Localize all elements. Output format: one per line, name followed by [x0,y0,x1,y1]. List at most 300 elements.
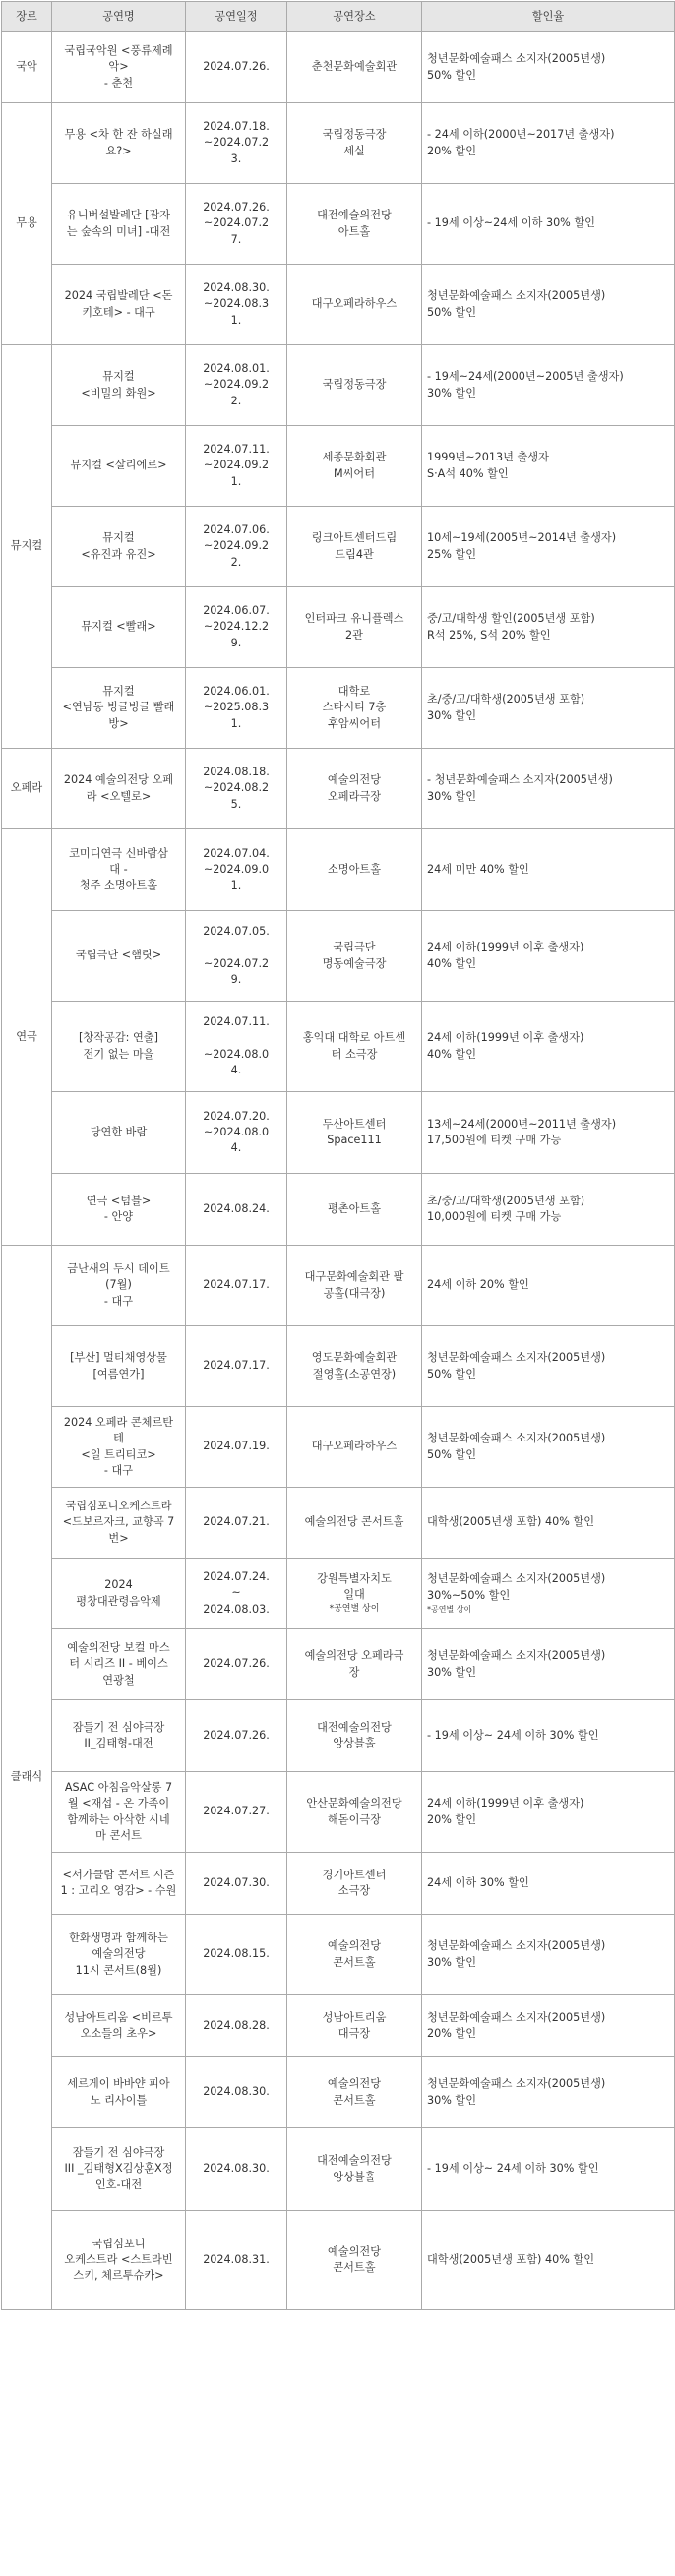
date-cell-line: ~2024.08.2 [203,781,270,795]
venue-cell-line: 스타시티 7층 [322,701,387,714]
title-cell [52,32,186,103]
venue-cell-line: 콘서트홀 [333,2093,376,2107]
discount-cell [422,1915,675,1995]
venue-cell-line: 공홀(대극장) [323,1286,386,1300]
discount-cell-line: 20% 할인 [427,1812,477,1826]
venue-cell-line: 오페라극장 [327,789,382,803]
venue-cell-line: 터 소극장 [331,1047,378,1061]
venue-cell [287,103,422,184]
venue-cell-line: *공연별 상이 [329,1604,380,1615]
venue-cell [287,1002,422,1092]
title-cell [52,911,186,1002]
date-cell [186,1915,287,1995]
venue-cell-line: 링크아트센터드림 [311,531,398,545]
title-cell [52,1407,186,1488]
title-cell [52,1853,186,1915]
title-cell-line: - 대구 [103,1294,134,1308]
venue-cell-line: 앙상블홀 [333,1737,376,1749]
date-cell [186,1092,287,1174]
venue-cell-line: 대구오페라하우스 [311,1440,398,1453]
venue-cell-line: 드림4관 [335,547,374,561]
venue-cell [287,1246,422,1326]
title-cell [52,184,186,265]
table-row [2,911,675,1002]
discount-cell-line: - 19세 이상~ 24세 이하 30% 할인 [427,2162,599,2176]
date-cell-line [191,1030,281,1046]
title-cell-line: 뮤지컬 [102,685,135,699]
venue-cell [287,1559,422,1629]
table-row [2,1629,675,1700]
discount-cell-line: 청년문화예술패스 소지자(2005년생) [427,2077,606,2091]
title-cell-line: 2024 국립발레단 <돈 [64,289,173,303]
discount-cell-line: 청년문화예술패스 소지자(2005년생) [427,2010,606,2024]
venue-cell-line: 명동예술극장 [322,956,387,970]
title-cell [52,2128,186,2211]
title-cell-line: (7월) [105,1278,132,1292]
venue-cell [287,2211,422,2310]
title-cell [52,668,186,749]
date-cell-line: 2024.07.24. [203,1570,270,1584]
date-cell [186,749,287,829]
discount-cell-line: 청년문화예술패스 소지자(2005년생) [427,1432,606,1445]
date-cell-line: ~2024.09.2 [203,539,270,553]
title-cell-line: 오소들의 초우> [80,2027,157,2040]
date-cell-line: 2024.07.26. [203,201,270,215]
title-cell-line: 전기 없는 마을 [83,1047,154,1061]
discount-cell [422,668,675,749]
title-cell-line: 함께하는 아삭한 시네 [67,1812,170,1826]
discount-cell [422,265,675,345]
discount-cell [422,32,675,103]
table-row [2,1559,675,1629]
title-cell-line: 무용 <차 한 잔 하실래 [64,128,173,142]
discount-cell-line: 30% 할인 [427,2093,477,2107]
venue-cell-line: 세종문화회관 [322,451,387,464]
discount-cell [422,587,675,668]
discount-cell [422,1407,675,1488]
date-cell-line: ~2025.08.3 [203,701,270,714]
title-cell-line: <드보르자크, 교향곡 7 [62,1515,175,1529]
date-cell [186,911,287,1002]
date-cell-line: 7. [230,232,242,246]
date-cell-line: 2024.08.18. [203,766,270,779]
title-cell-line: 국립극단 <햄릿> [75,949,162,962]
discount-cell-line: 10,000원에 티켓 구매 가능 [427,1210,562,1223]
date-cell-line: 2024.06.07. [203,604,270,618]
date-cell [186,1853,287,1915]
title-cell-line: III _김태형X김상훈X정 [64,2162,173,2176]
venue-cell-line: 두산아트센터 [322,1117,387,1131]
date-cell-line: 2024.08.15. [203,1947,270,1961]
title-cell-line: 연광철 [102,1673,135,1687]
discount-cell [422,345,675,426]
date-cell-line: 2024.08.30. [203,281,270,295]
title-cell-line: 청주 소명아트홀 [79,879,158,892]
date-cell-line: 2024.07.11. [203,1015,270,1029]
date-cell-line: 1. [230,474,242,488]
discount-cell [422,1488,675,1559]
date-cell-line: ~2024.07.2 [203,956,270,970]
venue-cell [287,184,422,265]
venue-cell-line: 춘천문화예술회관 [311,60,398,74]
discount-cell [422,1700,675,1772]
title-cell-line: 국립심포니 [92,2237,146,2250]
title-cell [52,1700,186,1772]
discount-cell-line: 초/중/고/대학생(2005년생 포함) [427,1194,585,1207]
date-cell [186,1629,287,1700]
discount-cell-line: 청년문화예술패스 소지자(2005년생) [427,289,606,303]
title-cell-line: 뮤지컬 [102,531,135,545]
title-cell-line: 2024 예술의전당 오페 [63,773,174,787]
title-cell-line: <연남동 빙글빙글 빨래 [62,701,175,714]
table-row [2,265,675,345]
venue-cell-line: 대전예술의전당 [317,1720,392,1734]
venue-cell-line: 소명아트홀 [327,862,382,876]
table-row [2,103,675,184]
date-cell-line: 9. [230,636,242,649]
table-row [2,1853,675,1915]
title-cell-line: 2024 [104,1578,133,1592]
date-cell-line: 2024.08.30. [203,2085,270,2099]
venue-cell-line: 예술의전당 [327,2244,382,2258]
title-cell [52,507,186,587]
venue-cell-line: 영도문화예술회관 [311,1351,398,1365]
table-row [2,1246,675,1326]
date-cell-line: ~2024.12.2 [203,620,270,634]
discount-cell [422,103,675,184]
discount-cell-line: 50% 할인 [427,1447,477,1461]
venue-cell-line: 평촌아트홀 [327,1201,382,1215]
genre-cell: 무용 [2,103,52,345]
venue-cell-line: 인터파크 유니플렉스 [304,612,404,626]
venue-cell-line: 장 [348,1665,360,1679]
date-cell [186,1174,287,1246]
date-cell [186,829,287,911]
table-row [2,1995,675,2057]
discount-cell-line: 25% 할인 [427,547,477,561]
venue-cell-line: 해돋이극장 [327,1812,382,1826]
venue-cell-line: 절영홀(소공연장) [312,1367,397,1380]
title-cell [52,1174,186,1246]
title-cell-line: - 춘천 [103,76,134,90]
discount-cell-line: - 청년문화예술패스 소지자(2005년생) [427,773,613,787]
title-cell [52,1915,186,1995]
table-row [2,587,675,668]
title-cell [52,1092,186,1174]
table-row [2,1407,675,1488]
date-cell-line: 4. [230,1063,242,1076]
title-cell-line: 잠들기 전 심야극장 [72,2146,165,2160]
discount-cell [422,507,675,587]
venue-cell-line: 대구오페라하우스 [311,297,398,311]
table-row [2,507,675,587]
date-cell-line [191,940,281,955]
discount-cell [422,911,675,1002]
title-cell-line: 는 숲속의 미녀] -대전 [66,224,171,238]
table-row [2,2211,675,2310]
title-cell-line: 인호-대전 [94,2177,143,2191]
discount-cell-line: 17,500원에 티켓 구매 가능 [427,1134,562,1146]
title-cell-line: 유니버설발레단 [잠자 [66,209,171,222]
title-cell [52,587,186,668]
discount-cell-line: - 19세 이상~24세 이하 30% 할인 [427,216,595,230]
venue-cell [287,1853,422,1915]
date-cell-line: 2024.08.31. [203,2252,270,2266]
discount-cell [422,184,675,265]
discount-cell [422,1559,675,1629]
discount-cell-line: 청년문화예술패스 소지자(2005년생) [427,1351,606,1365]
title-cell-line: 국립심포니오케스트라 [65,1500,172,1513]
venue-cell-line: 일대 [343,1587,365,1601]
title-cell-line: 금난새의 두시 데이트 [67,1262,170,1276]
title-cell-line: 한화생명과 함께하는 [69,1932,168,1945]
title-cell-line: 뮤지컬 [102,370,135,384]
venue-cell-line: 소극장 [338,1884,371,1897]
title-cell [52,426,186,507]
venue-cell-line: 대전예술의전당 [317,209,392,222]
discount-cell [422,1092,675,1174]
title-cell-line: 뮤지컬 <살리에르> [70,459,167,472]
date-cell [186,32,287,103]
discount-cell-line: 50% 할인 [427,68,477,82]
venue-cell [287,1772,422,1853]
venue-cell [287,1174,422,1246]
title-cell-line: 요?> [105,144,132,157]
date-cell [186,1700,287,1772]
title-cell-line: 세르게이 바바얀 피아 [67,2077,170,2091]
discount-cell-line: 24세 이하(1999년 이후 출생자) [427,1031,584,1045]
date-cell [186,1995,287,2057]
venue-cell-line: 콘서트홀 [333,1955,376,1969]
table-row [2,1174,675,1246]
date-cell-line: 2024.07.21. [203,1515,270,1529]
date-cell [186,426,287,507]
venue-cell-line: 콘서트홀 [333,2261,376,2274]
title-cell [52,1488,186,1559]
venue-cell-line: 앙상블홀 [333,2170,376,2183]
venue-cell [287,1915,422,1995]
table-row [2,1326,675,1407]
date-cell [186,1559,287,1629]
title-cell [52,1772,186,1853]
discount-cell-line: 20% 할인 [427,144,477,157]
table-row [2,184,675,265]
title-cell-line: 코미디연극 신바람삼 [69,846,168,860]
date-cell-line: 2024.07.17. [203,1359,270,1373]
table-row [2,829,675,911]
title-cell-line: 악> [108,60,129,74]
date-cell-line: 1. [230,313,242,327]
title-cell-line: 대 - [109,862,128,876]
date-cell [186,345,287,426]
table-body [2,32,675,2310]
venue-cell [287,1700,422,1772]
venue-cell-line: 예술의전당 [327,773,382,787]
table-row [2,1002,675,1092]
title-cell-line: <유진과 유진> [81,547,156,561]
date-cell [186,2057,287,2128]
table-row [2,1772,675,1853]
venue-cell-line: 대전예술의전당 [317,2154,392,2168]
discount-cell [422,1853,675,1915]
discount-cell-line: 24세 이하(1999년 이후 출생자) [427,1797,584,1810]
date-cell-line: 1. [230,716,242,730]
title-cell-line: 방> [108,716,129,730]
discount-cell-line: 30% 할인 [427,789,477,803]
title-cell-line: 스키, 체르투슈카> [73,2269,164,2283]
date-cell [186,1407,287,1488]
date-cell [186,1488,287,1559]
title-cell-line: <일 트리티코> [81,1447,156,1461]
venue-cell [287,749,422,829]
venue-cell [287,32,422,103]
title-cell [52,1326,186,1407]
discount-cell-line: 30% 할인 [427,708,477,722]
title-cell-line: 연극 <텀블> [86,1194,152,1207]
date-cell [186,2211,287,2310]
title-cell-line: <비밀의 화원> [81,386,156,399]
title-cell [52,103,186,184]
title-cell-line: [여름연가] [92,1367,145,1380]
venue-cell [287,1488,422,1559]
venue-cell [287,1629,422,1700]
discount-cell-line: - 24세 이하(2000년~2017년 출생자) [427,128,615,142]
venue-cell-line: 후암씨어터 [327,716,382,730]
header-row [2,2,675,32]
discount-cell-line: 10세~19세(2005년~2014년 출생자) [427,531,617,545]
title-cell-line: 노 리사이틀 [90,2093,148,2107]
venue-cell [287,265,422,345]
title-cell-line: 성남아트리움 <비르투 [64,2010,173,2024]
title-cell-line: 예술의전당 [92,1947,146,1961]
date-cell-line: 2024.07.11. [203,443,270,457]
date-cell-line: 2024.07.17. [203,1278,270,1292]
title-cell-line: - 안양 [103,1210,134,1223]
discount-cell-line: 30% 할인 [427,1665,477,1679]
title-cell-line: 평창대관령음악제 [76,1594,161,1608]
discount-cell-line: - 19세 이상~ 24세 이하 30% 할인 [427,1728,599,1742]
title-cell-line: 월 <재섭 - 온 가족이 [67,1797,170,1810]
discount-cell [422,1772,675,1853]
discount-cell-line: 24세 미만 40% 할인 [427,862,529,876]
title-cell [52,2211,186,2310]
title-cell-line: [부산] 멀티채영상물 [70,1351,167,1365]
venue-cell-line: 예술의전당 콘서트홀 [304,1515,404,1529]
discount-cell-line: 대학생(2005년생 포함) 40% 할인 [427,1515,594,1529]
discount-cell-line: 50% 할인 [427,1367,477,1380]
date-cell-line: 2024.07.06. [203,523,270,537]
discount-cell-line: 청년문화예술패스 소지자(2005년생) [427,52,606,66]
venue-cell-line: 2관 [345,628,363,642]
discount-cell-line: 청년문화예술패스 소지자(2005년생) [427,1572,606,1586]
header-venue: 공연장소 [287,2,422,32]
discount-cell-line: 13세~24세(2000년~2011년 출생자) [427,1117,617,1131]
venue-cell-line: 대극장 [338,2027,371,2040]
discount-cell-line: 청년문화예술패스 소지자(2005년생) [427,1939,606,1953]
table-row [2,2128,675,2211]
title-cell-line: 키호테> - 대구 [82,305,155,319]
discount-cell-line: 40% 할인 [427,1047,477,1061]
venue-cell-line: 아트홀 [338,224,371,238]
title-cell-line: [창작공감: 연출] [79,1031,158,1045]
date-cell-line: 1. [230,879,242,892]
date-cell-line: ~2024.08.0 [203,1125,270,1138]
table-row [2,2057,675,2128]
title-cell [52,1995,186,2057]
date-cell-line: ~2024.09.2 [203,459,270,472]
venue-cell [287,1092,422,1174]
title-cell [52,749,186,829]
table-row [2,1915,675,1995]
date-cell [186,1002,287,1092]
date-cell-line: ~2024.08.3 [203,297,270,311]
discount-cell-line: S·A석 40% 할인 [427,466,509,480]
date-cell-line: 2024.07.26. [203,1728,270,1742]
date-cell [186,1772,287,1853]
venue-cell-line: Space111 [327,1134,382,1146]
date-cell-line: 5. [230,797,242,811]
header-title: 공연명 [52,2,186,32]
discount-cell-line: 1999년~2013년 출생자 [427,451,549,464]
title-cell-line: 1 : 고리오 영감> - 수원 [60,1884,177,1897]
title-cell-line: 라 <오텔로> [86,789,152,803]
date-cell-line: 2. [230,555,242,569]
date-cell [186,507,287,587]
discount-cell-line: 30% 할인 [427,1955,477,1969]
discount-cell [422,426,675,507]
venue-cell [287,829,422,911]
venue-cell-line: 예술의전당 [327,1939,382,1953]
date-cell-line: ~2024.09.2 [203,378,270,392]
discount-cell [422,1326,675,1407]
table-row [2,749,675,829]
venue-cell [287,345,422,426]
date-cell [186,1326,287,1407]
venue-cell-line: 성남아트리움 [322,2010,387,2024]
date-cell-line: 9. [230,972,242,986]
title-cell-line: - 대구 [103,1463,134,1477]
table-row [2,668,675,749]
venue-cell [287,1407,422,1488]
genre-cell: 국악 [2,32,52,103]
date-cell [186,184,287,265]
date-cell [186,587,287,668]
date-cell-line: 2024.07.19. [203,1440,270,1453]
venue-cell-line: 대구문화예술회관 팔 [304,1270,404,1284]
title-cell-line: 마 콘서트 [95,1828,142,1842]
discount-cell-line: 30% 할인 [427,386,477,399]
table-row [2,345,675,426]
date-cell-line: 2. [230,394,242,407]
genre-cell: 연극 [2,829,52,1246]
discount-cell-line: 24세 이하 20% 할인 [427,1278,529,1292]
venue-cell-line: 예술의전당 [327,2077,382,2091]
title-cell-line: ASAC 아침음악살롱 7 [64,1781,173,1795]
venue-cell-line: 예술의전당 오페라극 [304,1649,404,1663]
discount-cell [422,2057,675,2128]
venue-cell-line: 홍익대 대학로 아트센 [302,1031,406,1045]
date-cell-line: ~2024.07.2 [203,136,270,150]
title-cell [52,1246,186,1326]
table-row [2,32,675,103]
discount-cell-line: 청년문화예술패스 소지자(2005년생) [427,1649,606,1663]
date-cell [186,668,287,749]
date-cell-line: 2024.07.26. [203,1657,270,1671]
discount-cell [422,1995,675,2057]
discount-cell [422,1002,675,1092]
date-cell-line: 3. [230,152,242,165]
date-cell-line: 2024.07.18. [203,120,270,134]
